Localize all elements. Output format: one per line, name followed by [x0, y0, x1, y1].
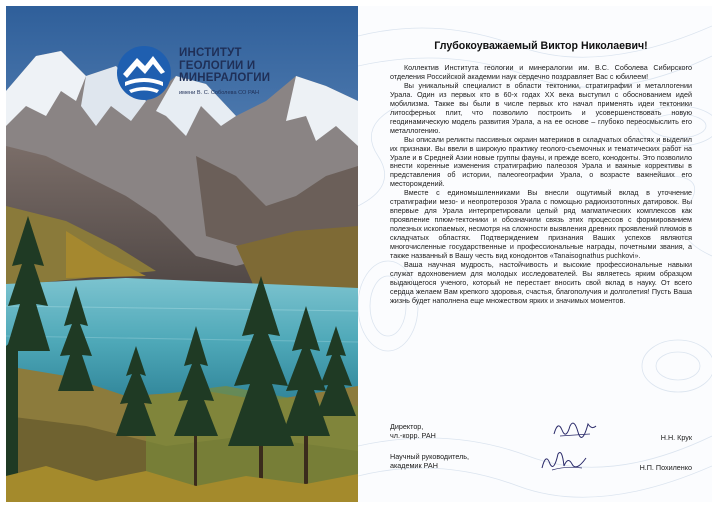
role-line: чл.-корр. РАН [390, 431, 436, 440]
letter-paragraph: Вы уникальный специалист в области тектоники, стратиграфии и металлогении Урала. Один из первых кто в 60-х годах XX века выступил с обоснованием идей мобилизма. Также вы были в числе первых кто начал применять идеи тектоники литосферных плит, что позволило построить и усовершенствовать новую геодинамическую модель развития Урала, а на ее основе – глубоко переосмыслить его металлогению. [390, 80, 692, 135]
letter-panel [358, 6, 712, 502]
institute-subtitle: имени В. С. Соболева СО РАН [179, 90, 260, 96]
institute-name [179, 47, 270, 85]
role-line: Научный руководитель, [390, 452, 470, 461]
greeting: Глубокоуважаемый Виктор Николаевич! [434, 40, 648, 52]
handwritten-signature [536, 446, 592, 474]
letter-paragraph: Ваша научная мудрость, настойчивость и высокие профессиональные навыки служат вдохновением для молодых исследователей. Вы являетесь ярким образцом выдающегося ученого, который не перестает вносить свой вклад в науку. От всего сердца желаем Вам крепкого здоровья, счастья, благополучия и долголетия! Пусть Ваша жизнь будет наполнена еще множеством ярких и значимых моментов. [390, 259, 692, 305]
handwritten-signature [550, 416, 600, 440]
signatory-name: Н.П. Похиленко [639, 463, 692, 472]
institute-logo [115, 44, 285, 104]
letter-paragraph: Вы описали реликты пассивных окраин материков в складчатых областях и выделил их признаки. Вы ввели в широкую практику геолого-съемочных и тематических работ на Урале и в Средней Азии новые группы фауны, и прежде всего, конодонты. Это позволило внести коренные изменения стратиграфию палеозоя Урала и важные коррективы в представления об истории, палеогеографии Урала, о возрасте важнейших его месторождений. [390, 134, 692, 189]
signature-role [390, 422, 436, 440]
logo-line: МИНЕРАЛОГИИ [179, 72, 271, 84]
letter-body [390, 40, 692, 306]
certificate [6, 6, 712, 502]
logo-line: ГЕОЛОГИИ И [179, 59, 256, 72]
logo-line: ИНСТИТУТ [179, 47, 242, 59]
signatory-name: Н.Н. Крук [660, 433, 692, 442]
signature-block-scientific-director [390, 452, 692, 476]
landscape-photo [6, 6, 358, 502]
role-line: Директор, [390, 422, 424, 431]
signature-block-director [390, 422, 692, 446]
signature-role [390, 452, 469, 470]
role-line: академик РАН [390, 461, 438, 470]
letter-paragraph: Коллектив Института геологии и минералогии им. В.С. Соболева Сибирского отделения Российской академии наук сердечно поздравляет Вас с юбилеем! [390, 63, 692, 81]
letter-paragraph: Вместе с единомышленниками Вы внесли ощутимый вклад в уточнение стратиграфии мезо- и неопротерозоя Урала с помощью радиоизотопных датировок. Вы впервые для Урала интерпретировали целый ряд магматических комплексов как проявление плюм-тектоники и обозначили связь этих процессов с формированием полезных ископаемых, несмотря на сложности выявления древних проявлений плюмов в складчатых областях. Подтверждением признания Ваших успехов являются многочисленные государственные и профессиональные награды, почетными звания, а также названный в Вашу честь вид конодонтов «Tanaisognathus puchkovi». [390, 188, 692, 261]
institute-logo-icon [115, 44, 173, 102]
